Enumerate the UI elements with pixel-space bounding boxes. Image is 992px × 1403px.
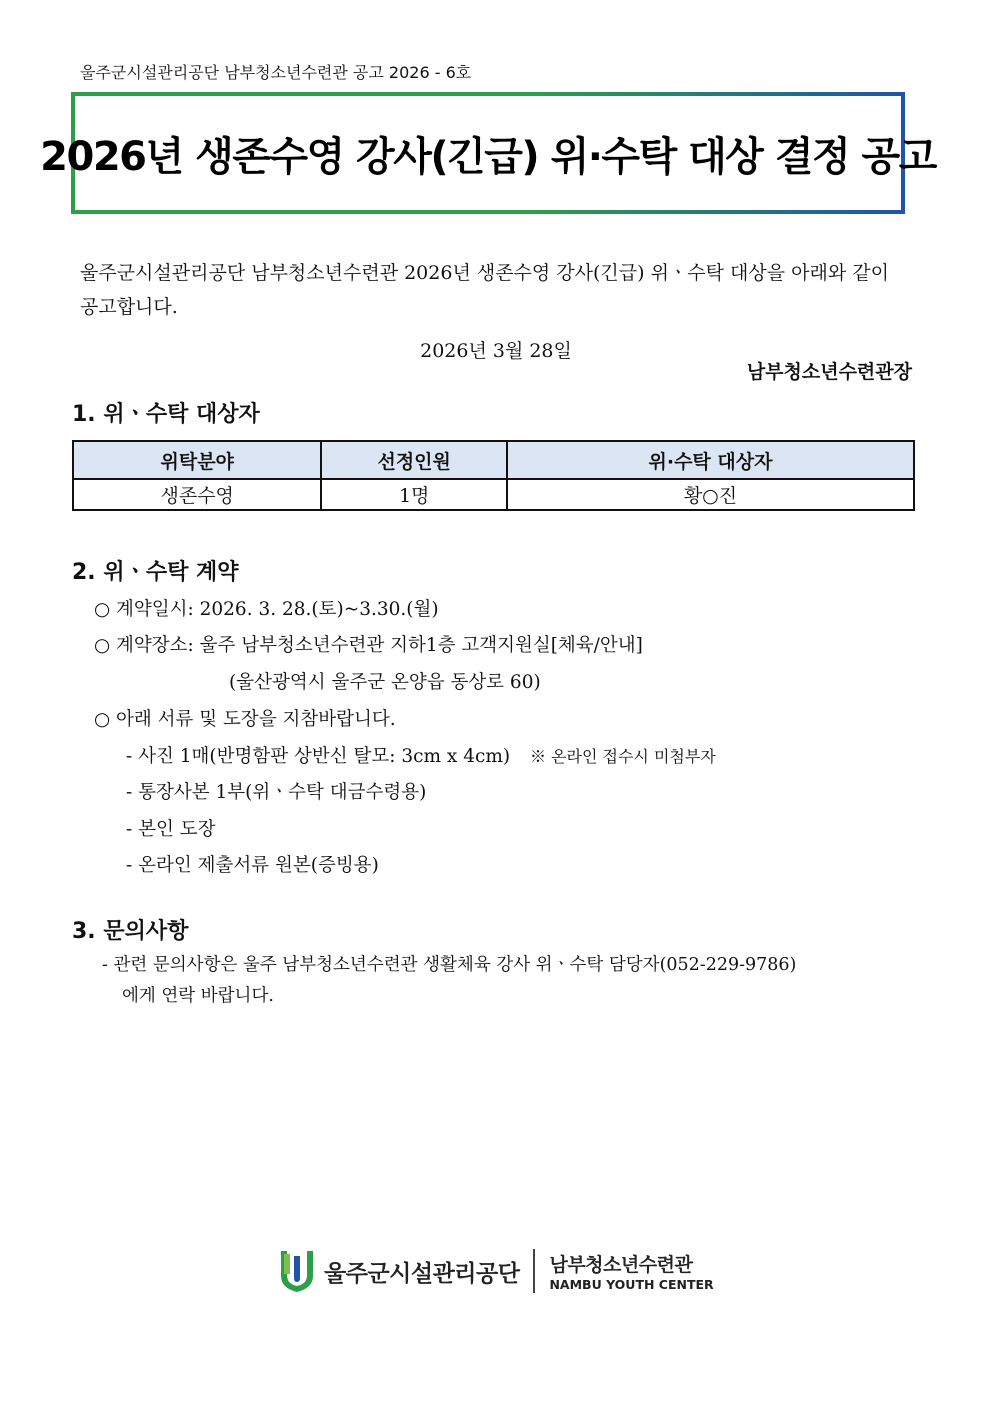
org-name: 울주군시설관리공단	[324, 1260, 520, 1287]
table-header-cell: 위·수탁 대상자	[507, 441, 914, 479]
document-photo: - 사진 1매(반명함판 상반신 탈모: 3cm x 4cm)	[126, 746, 511, 767]
page-title: 2026년 생존수영 강사(긴급) 위·수탁 대상 결정 공고	[40, 133, 936, 180]
notice-date: 2026년 3월 28일	[420, 340, 572, 362]
table-cell: 1명	[321, 479, 507, 510]
table-header-row	[73, 441, 914, 479]
section2-heading: 2. 위ㆍ수탁 계약	[72, 560, 239, 585]
signer: 남부청소년수련관장	[746, 361, 912, 383]
document-item	[126, 742, 716, 768]
photo-note: ※ 온라인 접수시 미첨부자	[529, 747, 716, 766]
center-name-ko: 남부청소년수련관	[549, 1254, 693, 1276]
center-name-block	[549, 1250, 713, 1292]
inquiry-line-1: - 관련 문의사항은 울주 남부청소년수련관 생활체육 강사 위ㆍ수탁 담당자(052-229-9786)	[102, 955, 797, 975]
center-name-en: NAMBU YOUTH CENTER	[549, 1277, 714, 1292]
table-cell: 황○진	[507, 479, 914, 510]
notice-number: 울주군시설관리공단 남부청소년수련관 공고 2026 - 6호	[80, 63, 472, 82]
document-item: - 본인 도장	[126, 819, 216, 840]
table-header-cell: 위탁분야	[73, 441, 321, 479]
selection-table	[72, 440, 915, 511]
document-item: - 통장사본 1부(위ㆍ수탁 대금수령용)	[126, 782, 427, 803]
table-row	[73, 479, 914, 510]
footer-logo	[278, 1248, 714, 1294]
contract-date: ○ 계약일시: 2026. 3. 28.(토)~3.30.(월)	[94, 599, 439, 620]
section3-heading: 3. 문의사항	[72, 919, 189, 944]
table-header-cell: 선정인원	[321, 441, 507, 479]
documents-instruction: ○ 아래 서류 및 도장을 지참바랍니다.	[94, 709, 396, 730]
table-cell: 생존수영	[73, 479, 321, 510]
contract-place: ○ 계약장소: 울주 남부청소년수련관 지하1층 고객지원실[체육/안내]	[94, 635, 643, 656]
intro-text: 울주군시설관리공단 남부청소년수련관 2026년 생존수영 강사(긴급) 위ㆍ수탁 대상을 아래와 같이 공고합니다.	[80, 262, 889, 318]
footer-divider	[533, 1249, 535, 1293]
title-box	[40, 92, 936, 214]
contract-address: (울산광역시 울주군 온양읍 동상로 60)	[229, 672, 541, 693]
section1-heading: 1. 위ㆍ수탁 대상자	[72, 402, 260, 427]
inquiry-line-2: 에게 연락 바랍니다.	[122, 986, 274, 1006]
document-item: - 온라인 제출서류 원본(증빙용)	[126, 855, 379, 876]
org-logo-icon	[278, 1248, 316, 1294]
